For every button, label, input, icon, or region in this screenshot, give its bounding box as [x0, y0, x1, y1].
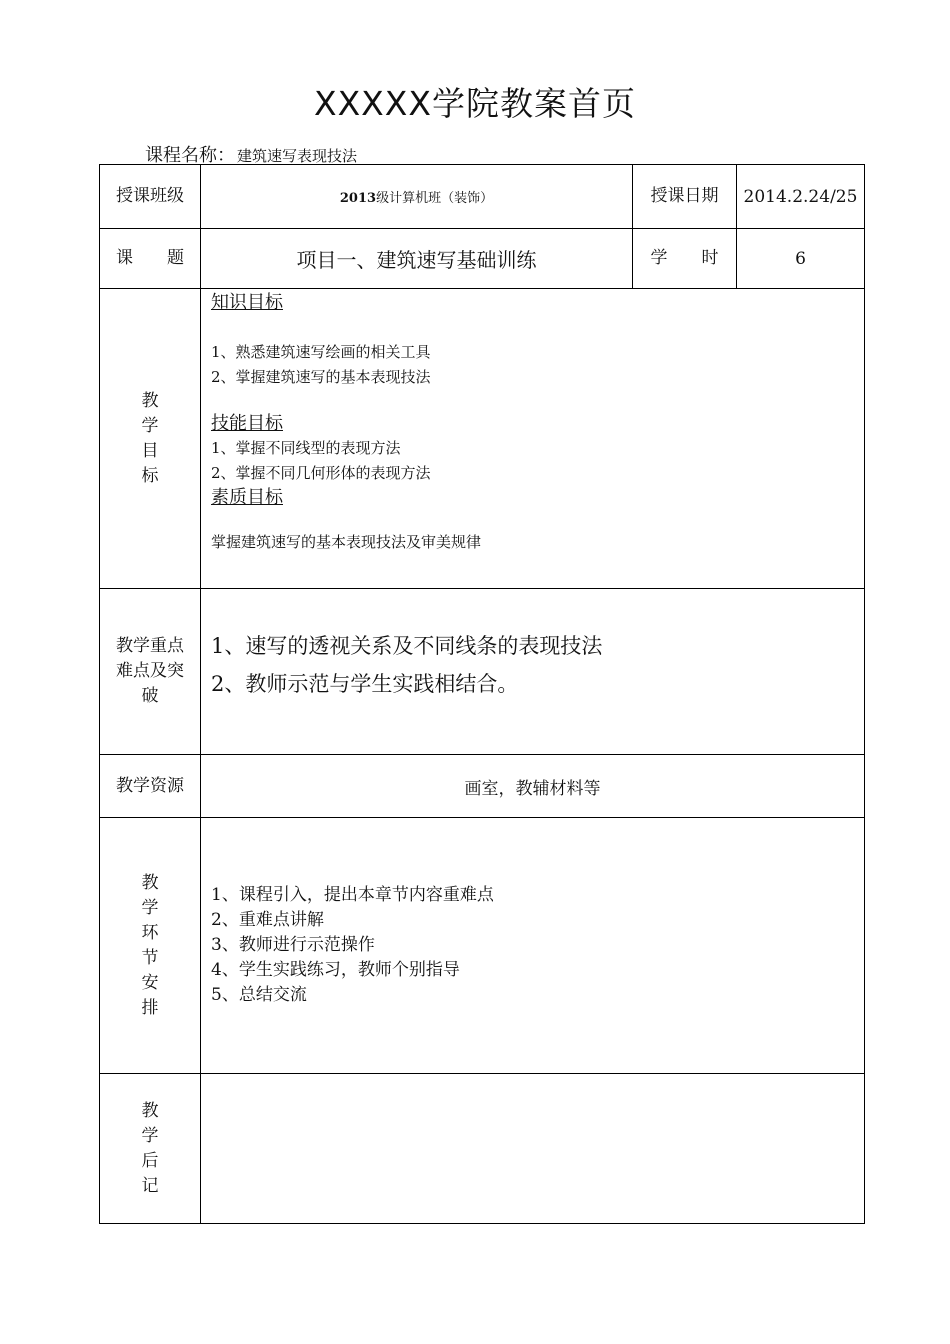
notes-label: 教 学 后 记 — [100, 1074, 201, 1224]
goals-label — [100, 289, 201, 589]
hours-label: 学 时 — [633, 229, 737, 289]
goals-row — [100, 289, 865, 589]
process-content — [201, 818, 865, 1074]
process-label: 教 学 环 节 安 排 — [100, 818, 201, 1074]
notes-content — [201, 1074, 865, 1224]
process-step: 1、课程引入，提出本章节内容重难点 — [211, 885, 494, 905]
quality-goals-title: 素质目标 — [211, 487, 283, 508]
key-point-item: 2、教师示范与学生实践相结合。 — [211, 672, 519, 696]
quality-goal-item: 掌握建筑速写的基本表现技法及审美规律 — [211, 533, 482, 551]
date-label: 授课日期 — [633, 165, 737, 229]
lesson-plan-table — [99, 164, 865, 1224]
skill-goal-item: 2、掌握不同几何形体的表现方法 — [211, 464, 431, 482]
skill-goal-item: 1、掌握不同线型的表现方法 — [211, 439, 401, 457]
resources-row — [100, 755, 865, 818]
key-points-row — [100, 589, 865, 755]
topic-label: 课 题 — [100, 229, 201, 289]
process-step: 4、学生实践练习，教师个别指导 — [211, 960, 460, 980]
date-value: 2014.2.24/25 — [737, 165, 865, 229]
topic-value: 项目一、建筑速写基础训练 — [201, 229, 633, 289]
notes-row — [100, 1074, 865, 1224]
page-title: XXXXX学院教案首页 — [313, 84, 637, 123]
process-row — [100, 818, 865, 1074]
key-points-label: 教学重点 难点及突 破 — [100, 589, 201, 755]
topic-row — [100, 229, 865, 289]
class-label: 授课班级 — [100, 165, 201, 229]
skill-goals-title: 技能目标 — [211, 413, 283, 434]
resources-label: 教学资源 — [100, 755, 201, 818]
course-value: 建筑速写表现技法 — [237, 147, 358, 165]
knowledge-goal-item: 1、熟悉建筑速写绘画的相关工具 — [211, 343, 431, 361]
process-step: 3、教师进行示范操作 — [211, 935, 375, 955]
hours-value: 6 — [737, 229, 865, 289]
process-step: 2、重难点讲解 — [211, 910, 324, 930]
key-points-content — [201, 589, 865, 755]
key-point-item: 1、速写的透视关系及不同线条的表现技法 — [211, 634, 603, 658]
process-step: 5、总结交流 — [211, 985, 307, 1005]
class-value — [201, 165, 633, 229]
goals-label-text: 教 学 目 标 — [141, 390, 159, 486]
course-label: 课程名称： — [145, 145, 235, 166]
class-row — [100, 165, 865, 229]
knowledge-goal-item: 2、掌握建筑速写的基本表现技法 — [211, 368, 431, 386]
goals-content — [201, 289, 865, 589]
class-year: 2013 — [339, 191, 377, 206]
resources-value: 画室，教辅材料等 — [201, 755, 865, 818]
class-name: 级计算机班（装饰） — [376, 191, 494, 206]
knowledge-goals-title: 知识目标 — [211, 292, 283, 313]
